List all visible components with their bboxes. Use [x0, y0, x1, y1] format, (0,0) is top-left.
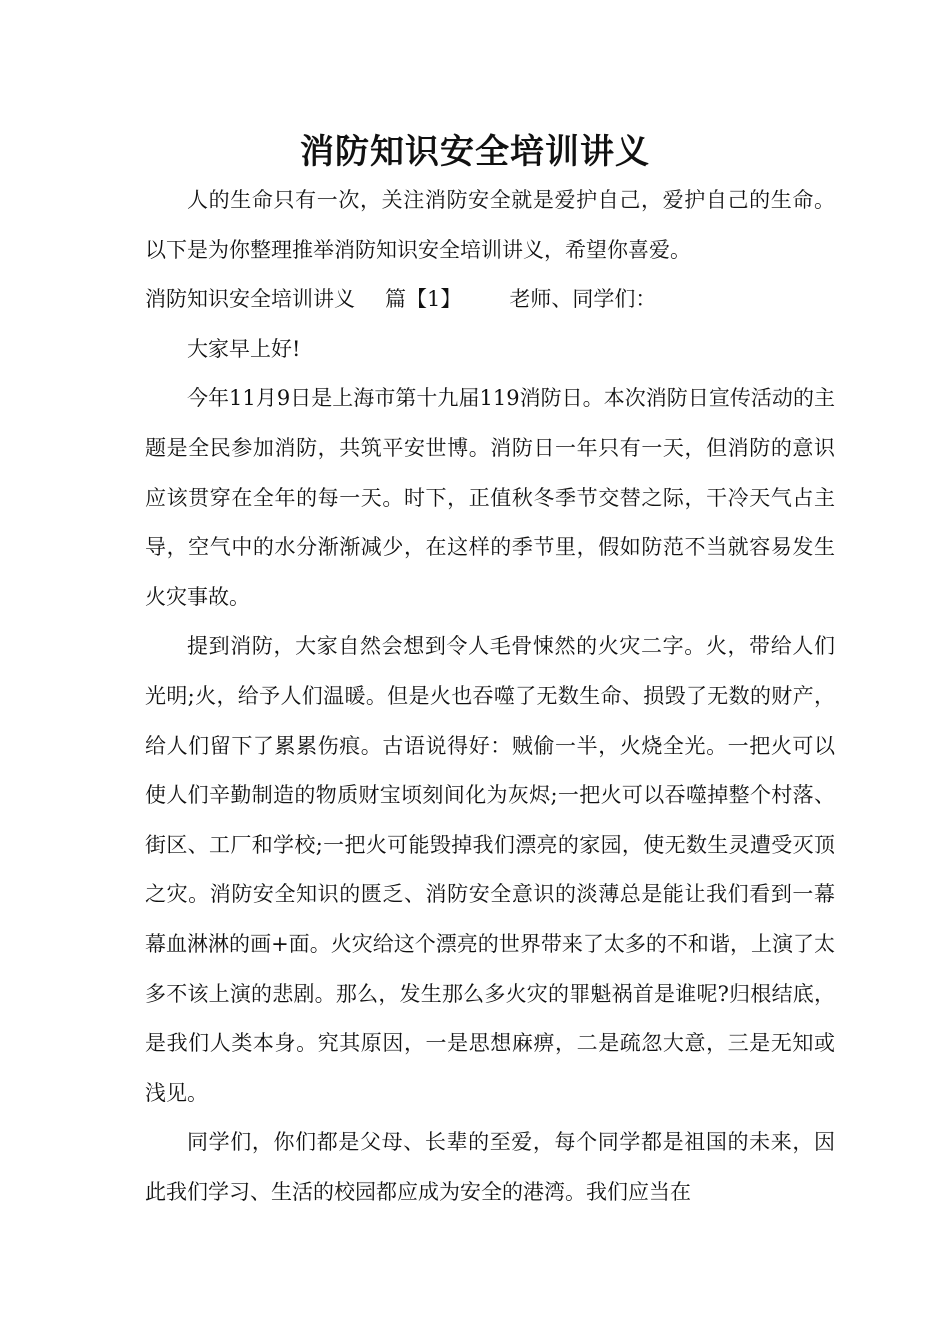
document-title: 消防知识安全培训讲义: [300, 132, 650, 172]
document-body: [145, 176, 835, 1217]
section-heading-part: 篇【1】: [385, 287, 462, 312]
section-heading-line: [145, 275, 835, 325]
body-paragraph: 今年11月9日是上海市第十九届119消防日。本次消防日宣传活动的主题是全民参加消防，共筑平安世博。消防日一年只有一天，但消防的意识应该贯穿在全年的每一天。时下，正值秋冬季节交替之际，干冷天气占主导，空气中的水分渐渐减少，在这样的季节里，假如防范不当就容易发生火灾事故。: [145, 386, 835, 609]
body-paragraph: 提到消防，大家自然会想到令人毛骨悚然的火灾二字。火，带给人们光明;火，给予人们温暖。但是火也吞噬了无数生命、损毁了无数的财产，给人们留下了累累伤痕。古语说得好：贼偷一半，火烧全光。一把火可以使人们辛勤制造的物质财宝顷刻间化为灰烬;一把火可以吞噬掉整个村落、街区、工厂和学校;一把火可能毁掉我们漂亮的家园，使无数生灵遭受灭顶之灾。消防安全知识的匮乏、消防安全意识的淡薄总是能让我们看到一幕幕血淋淋的画+面。火灾给这个漂亮的世界带来了太多的不和谐，上演了太多不该上演的悲剧。那么，发生那么多火灾的罪魁祸首是谁呢?归根结底，是我们人类本身。究其原因，一是思想麻痹，二是疏忽大意，三是无知或浅见。: [145, 634, 835, 1105]
section-heading-name: 消防知识安全培训讲义: [145, 287, 355, 312]
body-paragraph: 同学们，你们都是父母、长辈的至爱，每个同学都是祖国的未来，因此我们学习、生活的校园都应成为安全的港湾。我们应当在: [145, 1130, 835, 1204]
greeting-paragraph: 大家早上好!: [187, 336, 301, 361]
intro-paragraph: 人的生命只有一次，关注消防安全就是爱护自己，爱护自己的生命。以下是为你整理推举消防知识安全培训讲义，希望你喜爱。: [145, 188, 835, 262]
salutation: 老师、同学们：: [509, 287, 657, 312]
